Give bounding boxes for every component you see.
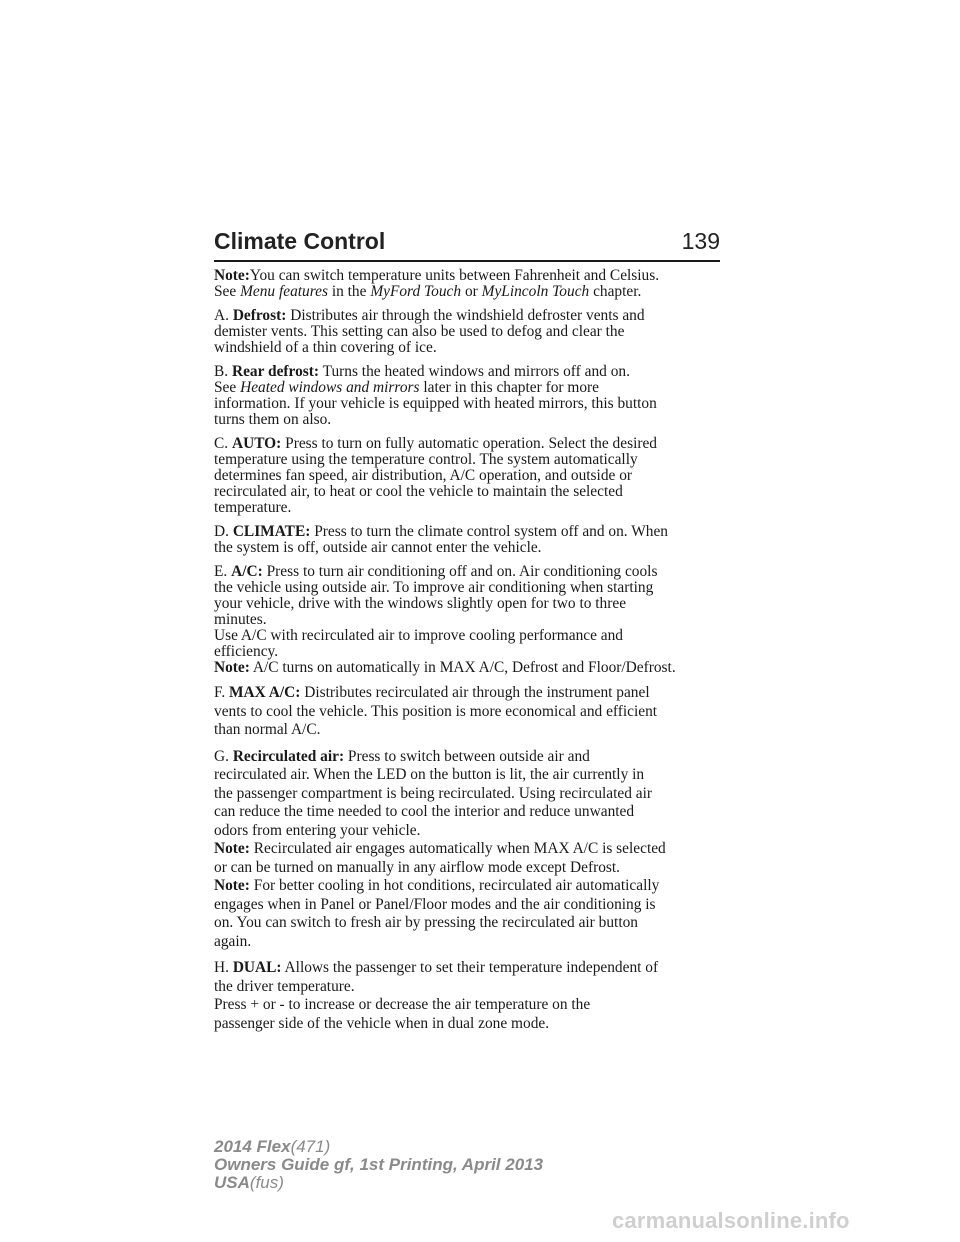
text-line — [214, 766, 734, 785]
text-segment: passenger side of the vehicle when in dual zone mode. — [214, 1014, 550, 1032]
watermark: carmanualsonline.info — [612, 1208, 850, 1233]
paragraph-item-g — [214, 748, 734, 952]
text-line — [214, 660, 734, 676]
text-segment: F. — [214, 684, 230, 701]
text-line — [214, 896, 734, 915]
bold-term: CLIMATE: — [232, 523, 311, 540]
text-line — [214, 785, 734, 804]
text-line — [214, 380, 734, 396]
text-segment: windshield of a thin covering of ice. — [214, 339, 437, 356]
text-segment: Recirculated air engages automatically when MAX A/C is selected — [249, 840, 666, 857]
text-segment: recirculated air. When the LED on the button is lit, the air currently in — [214, 766, 645, 783]
text-segment: E. — [214, 563, 232, 580]
text-segment: See — [214, 283, 241, 300]
text-line — [214, 612, 734, 628]
text-line — [214, 484, 734, 500]
text-line — [214, 596, 734, 612]
text-line — [214, 524, 734, 540]
bold-term: Note: — [214, 267, 250, 284]
paragraph-item-e — [214, 564, 734, 676]
page-number: 139 — [681, 228, 720, 254]
text-line — [214, 580, 734, 596]
text-segment: Press to turn on fully automatic operation. Select the desired — [281, 435, 657, 452]
text-segment: Press to turn air conditioning off and on. Air conditioning cools — [262, 563, 658, 580]
paragraph-item-a — [214, 308, 734, 356]
text-line — [214, 840, 734, 859]
chapter-title: Climate Control — [214, 228, 386, 254]
text-segment: odors from entering your vehicle. — [214, 821, 421, 839]
text-segment: You can switch temperature units between Fahrenheit and Celsius. — [249, 267, 660, 284]
page-header — [214, 226, 720, 262]
text-line — [214, 684, 734, 703]
text-segment: B. — [214, 363, 232, 380]
text-line — [214, 268, 734, 284]
paragraph-item-c — [214, 436, 734, 516]
text-segment: For better cooling in hot conditions, recirculated air automatically — [249, 877, 660, 894]
text-segment: in the — [327, 283, 371, 300]
text-line — [214, 500, 734, 516]
text-segment: vents to cool the vehicle. This position is more economical and efficient — [214, 702, 658, 720]
text-segment: See — [214, 379, 241, 396]
text-line — [214, 628, 734, 644]
cross-reference: Heated windows and mirrors — [240, 379, 420, 396]
page-body — [214, 268, 734, 1041]
text-line — [214, 308, 734, 324]
text-line — [214, 914, 734, 933]
text-segment: later in this chapter for more — [419, 379, 600, 396]
text-segment: temperature using the temperature control. The system automatically — [214, 451, 638, 468]
text-line — [214, 644, 734, 660]
text-segment: the vehicle using outside air. To improve air conditioning when starting — [214, 579, 654, 596]
paragraph-item-f — [214, 684, 734, 740]
footer-market: USA — [214, 1173, 250, 1192]
text-segment: or can be turned on manually in any airflow mode except Defrost. — [214, 858, 621, 876]
text-segment: Allows the passenger to set their temperature independent of — [281, 959, 659, 976]
footer-edition: Owners Guide gf, 1st Printing, April 2013 — [214, 1155, 544, 1174]
text-segment: can reduce the time needed to cool the interior and reduce unwanted — [214, 803, 635, 820]
text-segment: chapter. — [589, 283, 642, 300]
footer-line-edition — [214, 1156, 543, 1174]
text-line — [214, 340, 734, 356]
text-segment: information. If your vehicle is equipped with heated mirrors, this button — [214, 395, 657, 412]
text-segment: determines fan speed, air distribution, A/C operation, and outside or — [214, 467, 633, 484]
text-segment: minutes. — [214, 611, 267, 628]
footer-line-market — [214, 1174, 543, 1192]
text-line — [214, 748, 734, 767]
bold-term: Note: — [214, 877, 250, 894]
text-segment: Press + or - to increase or decrease the air temperature on the — [214, 996, 591, 1013]
text-line — [214, 877, 734, 896]
text-line — [214, 468, 734, 484]
text-segment: again. — [214, 932, 252, 950]
text-segment: or — [461, 283, 482, 300]
paragraph-note-units — [214, 268, 734, 300]
text-line — [214, 540, 734, 556]
text-segment: the system is off, outside air cannot enter the vehicle. — [214, 539, 542, 556]
text-line — [214, 452, 734, 468]
text-segment: D. — [214, 523, 233, 540]
text-line — [214, 396, 734, 412]
cross-reference: Menu features — [240, 283, 328, 300]
cross-reference: MyLincoln Touch — [481, 283, 590, 300]
text-segment: G. — [214, 747, 233, 765]
text-line — [214, 933, 734, 952]
bold-term: Rear defrost: — [231, 363, 320, 380]
text-segment: Turns the heated windows and mirrors off and on. — [319, 363, 630, 380]
text-segment: efficiency. — [214, 643, 279, 660]
text-segment: temperature. — [214, 499, 292, 516]
paragraph-item-h — [214, 959, 734, 1033]
paragraph-item-b — [214, 364, 734, 428]
text-segment: your vehicle, drive with the windows slightly open for two to three — [214, 595, 627, 612]
text-line — [214, 436, 734, 452]
text-segment: than normal A/C. — [214, 721, 321, 738]
footer-market-code: (fus) — [249, 1173, 284, 1192]
text-segment: demister vents. This setting can also be used to defog and clear the — [214, 323, 625, 340]
text-line — [214, 1015, 734, 1034]
text-segment: on. You can switch to fresh air by pressing the recirculated air button — [214, 914, 638, 931]
text-line — [214, 859, 734, 878]
text-line — [214, 364, 734, 380]
text-line — [214, 412, 734, 428]
text-segment: Distributes air through the windshield defroster vents and — [286, 307, 645, 324]
text-segment: the driver temperature. — [214, 977, 355, 995]
bold-term: MAX A/C: — [229, 684, 301, 701]
bold-term: Recirculated air: — [232, 747, 345, 765]
text-line — [214, 324, 734, 340]
text-segment: Press to turn the climate control system off and on. When — [310, 523, 668, 540]
text-segment: engages when in Panel or Panel/Floor modes and the air conditioning is — [214, 895, 656, 913]
text-segment: A. — [214, 307, 233, 324]
text-line — [214, 703, 734, 722]
footer-model: 2014 Flex — [214, 1137, 291, 1156]
cross-reference: MyFord Touch — [370, 283, 462, 300]
text-segment: H. — [214, 959, 233, 976]
paragraph-item-d — [214, 524, 734, 556]
page-footer — [214, 1138, 543, 1192]
text-segment: recirculated air, to heat or cool the vehicle to maintain the selected — [214, 483, 623, 500]
footer-line-model — [214, 1138, 543, 1156]
bold-term: Note: — [214, 840, 250, 857]
text-line — [214, 564, 734, 580]
text-line — [214, 978, 734, 997]
text-line — [214, 959, 734, 978]
text-segment: A/C turns on automatically in MAX A/C, Defrost and Floor/Defrost. — [249, 659, 676, 676]
text-segment: C. — [214, 435, 232, 452]
bold-term: Defrost: — [232, 307, 287, 324]
bold-term: AUTO: — [231, 435, 282, 452]
text-line — [214, 284, 734, 300]
text-segment: Use A/C with recirculated air to improve cooling performance and — [214, 627, 623, 644]
text-segment: the passenger compartment is being recirculated. Using recirculated air — [214, 784, 653, 802]
text-line — [214, 803, 734, 822]
text-segment: Press to switch between outside air and — [344, 747, 590, 765]
text-segment: turns them on also. — [214, 411, 332, 428]
text-segment: Distributes recirculated air through the instrument panel — [300, 684, 650, 701]
text-line — [214, 822, 734, 841]
bold-term: DUAL: — [232, 959, 282, 976]
text-line — [214, 721, 734, 740]
bold-term: A/C: — [231, 563, 263, 580]
text-line — [214, 996, 734, 1015]
footer-model-code: (471) — [290, 1137, 331, 1156]
bold-term: Note: — [214, 659, 250, 676]
